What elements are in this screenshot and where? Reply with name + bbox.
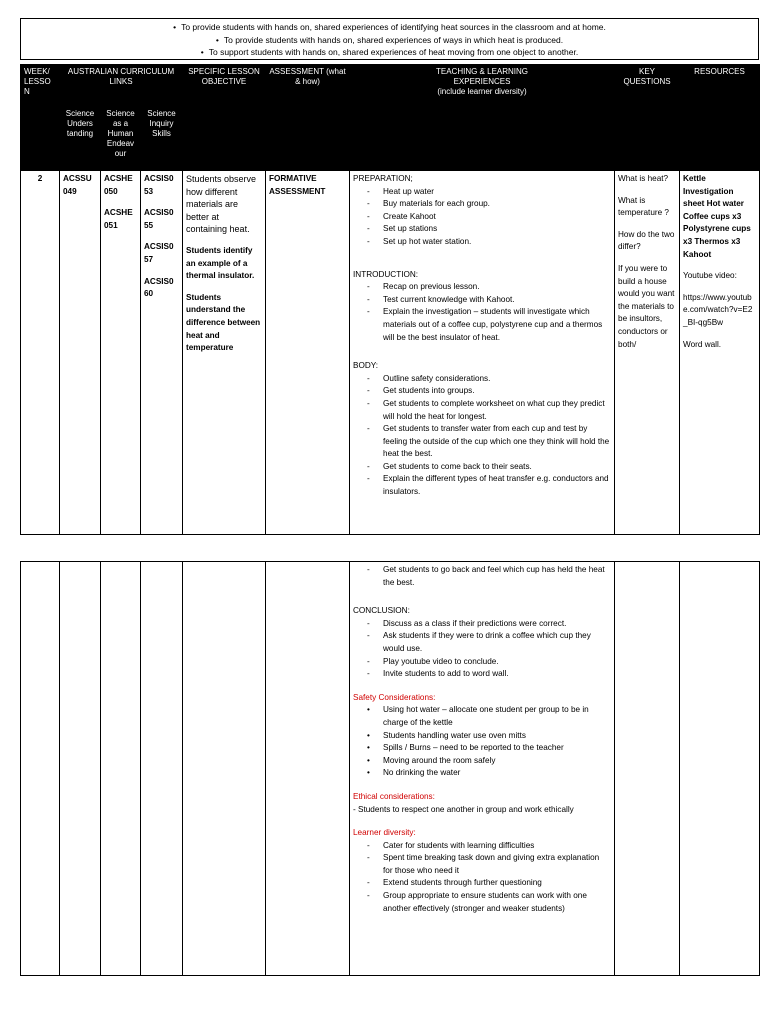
safety-list: • Using hot water – allocate one student per group to be in charge of the kettle • Students handling water use oven mitts • Spills / Burns – need to be reported to the teacher • Moving around the room safely • No drinking the water bbox=[353, 704, 611, 780]
assessment-type: FORMATIVE ASSESSMENT bbox=[266, 171, 350, 535]
goal-item: • To provide students with hands on, shared experiences of ways in which heat is produced. bbox=[215, 34, 564, 45]
goal-item: • To support students with hands on, shared experiences of heat moving from one object to another. bbox=[200, 47, 579, 57]
empty-cell bbox=[615, 562, 680, 976]
header-assessment: ASSESSMENT (what & how) bbox=[266, 65, 350, 171]
resources: Kettle Investigation sheet Hot water Coffee cups x3 Polystyrene cups x3 Thermos x3 Kahoot Youtube video: https://www.youtube.com/watch?v=E2_BI-qg5Bw Word wall. bbox=[680, 171, 760, 535]
diversity-list: - Cater for students with learning difficulties - Spent time breaking task down and giving extra explanation for those who need it - Extend students through further questioning - Group appropriate to ensure students can work with one another effectively (stronger and weaker students) bbox=[353, 840, 611, 916]
header-teaching: TEACHING & LEARNING EXPERIENCES (include learner diversity) bbox=[350, 65, 615, 171]
key-questions: What is heat? What is temperature ? How do the two differ? If you were to build a house would you want the materials to be insultors, conductors or both/ bbox=[615, 171, 680, 535]
diversity-heading: Learner diversity: bbox=[353, 828, 416, 838]
lesson-plan-table-continued bbox=[20, 561, 760, 976]
teaching-experiences: PREPARATION; - Heat up water - Buy materials for each group. - Create Kahoot - Set up stations - Set up hot water station. INTRODUCTION: - Recap on previous lesson. - Test current knowledge with Kahoot. - Explain the investigation – students will investigate which materials out of a coffee cup, polystyrene cup and a thermos will be the best insulator of heat. BODY: - Outline safety considerations. - Get students into groups. - Get students to complete worksheet on what cup they predict will hold the heat for longest. - Get students to transfer water from each cup and test by feeling the outside of the cup which one they think will hold the heat the best. - Get students to come back to their seats. - Explain the different types of heat transfer e.g. conductors and insulators. bbox=[350, 171, 615, 535]
header-objective: SPECIFIC LESSON OBJECTIVE bbox=[183, 65, 266, 171]
youtube-link[interactable]: https://www.youtube.com/watch?v=E2_BI-qg5Bw bbox=[683, 292, 753, 327]
subheader-inquiry-skills: Science Inquiry Skills bbox=[141, 107, 183, 171]
lesson-goals bbox=[20, 18, 759, 60]
empty-cell bbox=[183, 562, 266, 976]
header-curriculum: AUSTRALIAN CURRICULUM LINKS bbox=[60, 65, 183, 107]
lesson-plan-table bbox=[20, 64, 760, 535]
ethical-text: - Students to respect one another in group and work ethically bbox=[353, 804, 574, 814]
subheader-human-endeavour: Science as a Human Endeav our bbox=[101, 107, 141, 171]
empty-cell bbox=[266, 562, 350, 976]
code-su: ACSSU 049 bbox=[60, 171, 101, 535]
codes-sis: ACSIS0 53 ACSIS0 55 ACSIS0 57 ACSIS0 60 bbox=[141, 171, 183, 535]
safety-heading: Safety Considerations: bbox=[353, 692, 436, 702]
body-list-continued: - Get students to go back and feel which cup has held the heat the best. bbox=[353, 564, 611, 589]
week-number: 2 bbox=[21, 171, 60, 535]
conclusion-list: - Discuss as a class if their predictions were correct. - Ask students if they were to drink a coffee which cup they would use. - Play youtube video to conclude. - Invite students to add to word wall. bbox=[353, 618, 611, 681]
empty-cell bbox=[141, 562, 183, 976]
subheader-understanding: Science Unders tanding bbox=[60, 107, 101, 171]
empty-cell bbox=[60, 562, 101, 976]
bullet-icon: • bbox=[173, 22, 177, 32]
empty-cell bbox=[21, 562, 60, 976]
ethical-heading: Ethical considerations: bbox=[353, 791, 435, 801]
objectives: Students observe how different materials are better at containing heat. Students identify an example of a thermal insulator. Students understand the difference between heat and temperature bbox=[183, 171, 266, 535]
codes-she: ACSHE 050 ACSHE 051 bbox=[101, 171, 141, 535]
introduction-list: - Recap on previous lesson. - Test current knowledge with Kahoot. - Explain the investigation – students will investigate which materials out of a coffee cup, polystyrene cup and a thermos will be the best insulator of heat. bbox=[353, 281, 611, 344]
teaching-experiences-continued: - Get students to go back and feel which cup has held the heat the best. CONCLUSION: - Discuss as a class if their predictions were correct. - Ask students if they were to drink a coffee which cup they would use. - Play youtube video to conclude. - Invite students to add to word wall. Safety Considerations: • Using hot water – allocate one student per group to be in charge of the kettle • Students handling water use oven mitts • Spills / Burns – need to be reported to the teacher • Moving around the room safely • No drinking the water Ethical considerations: - Students to respect one another in group and work ethically Learner diversity: - Cater for students with learning difficulties - Spent time breaking task down and giving extra explanation for those who need it - Extend students through further questioning - Group appropriate to ensure students can work with one another effectively (stronger and weaker students) bbox=[350, 562, 615, 976]
bullet-icon: • bbox=[215, 34, 219, 45]
header-resources: RESOURCES bbox=[680, 65, 760, 171]
body-list: - Outline safety considerations. - Get students into groups. - Get students to complete worksheet on what cup they predict will hold the heat for longest. - Get students to transfer water from each cup and test by feeling the outside of the cup which one they think will hold the heat the best. - Get students to come back to their seats. - Explain the different types of heat transfer e.g. conductors and insulators. bbox=[353, 373, 611, 499]
header-week: WEEK/ LESSO N bbox=[21, 65, 60, 171]
preparation-list: - Heat up water - Buy materials for each group. - Create Kahoot - Set up stations - Set up hot water station. bbox=[353, 186, 611, 249]
header-key-questions: KEY QUESTIONS bbox=[615, 65, 680, 171]
empty-cell bbox=[101, 562, 141, 976]
goal-item: • To provide students with hands on, shared experiences of identifying heat sources in the classroom and at home. bbox=[173, 22, 606, 32]
empty-cell bbox=[680, 562, 760, 976]
bullet-icon: • bbox=[200, 47, 204, 57]
